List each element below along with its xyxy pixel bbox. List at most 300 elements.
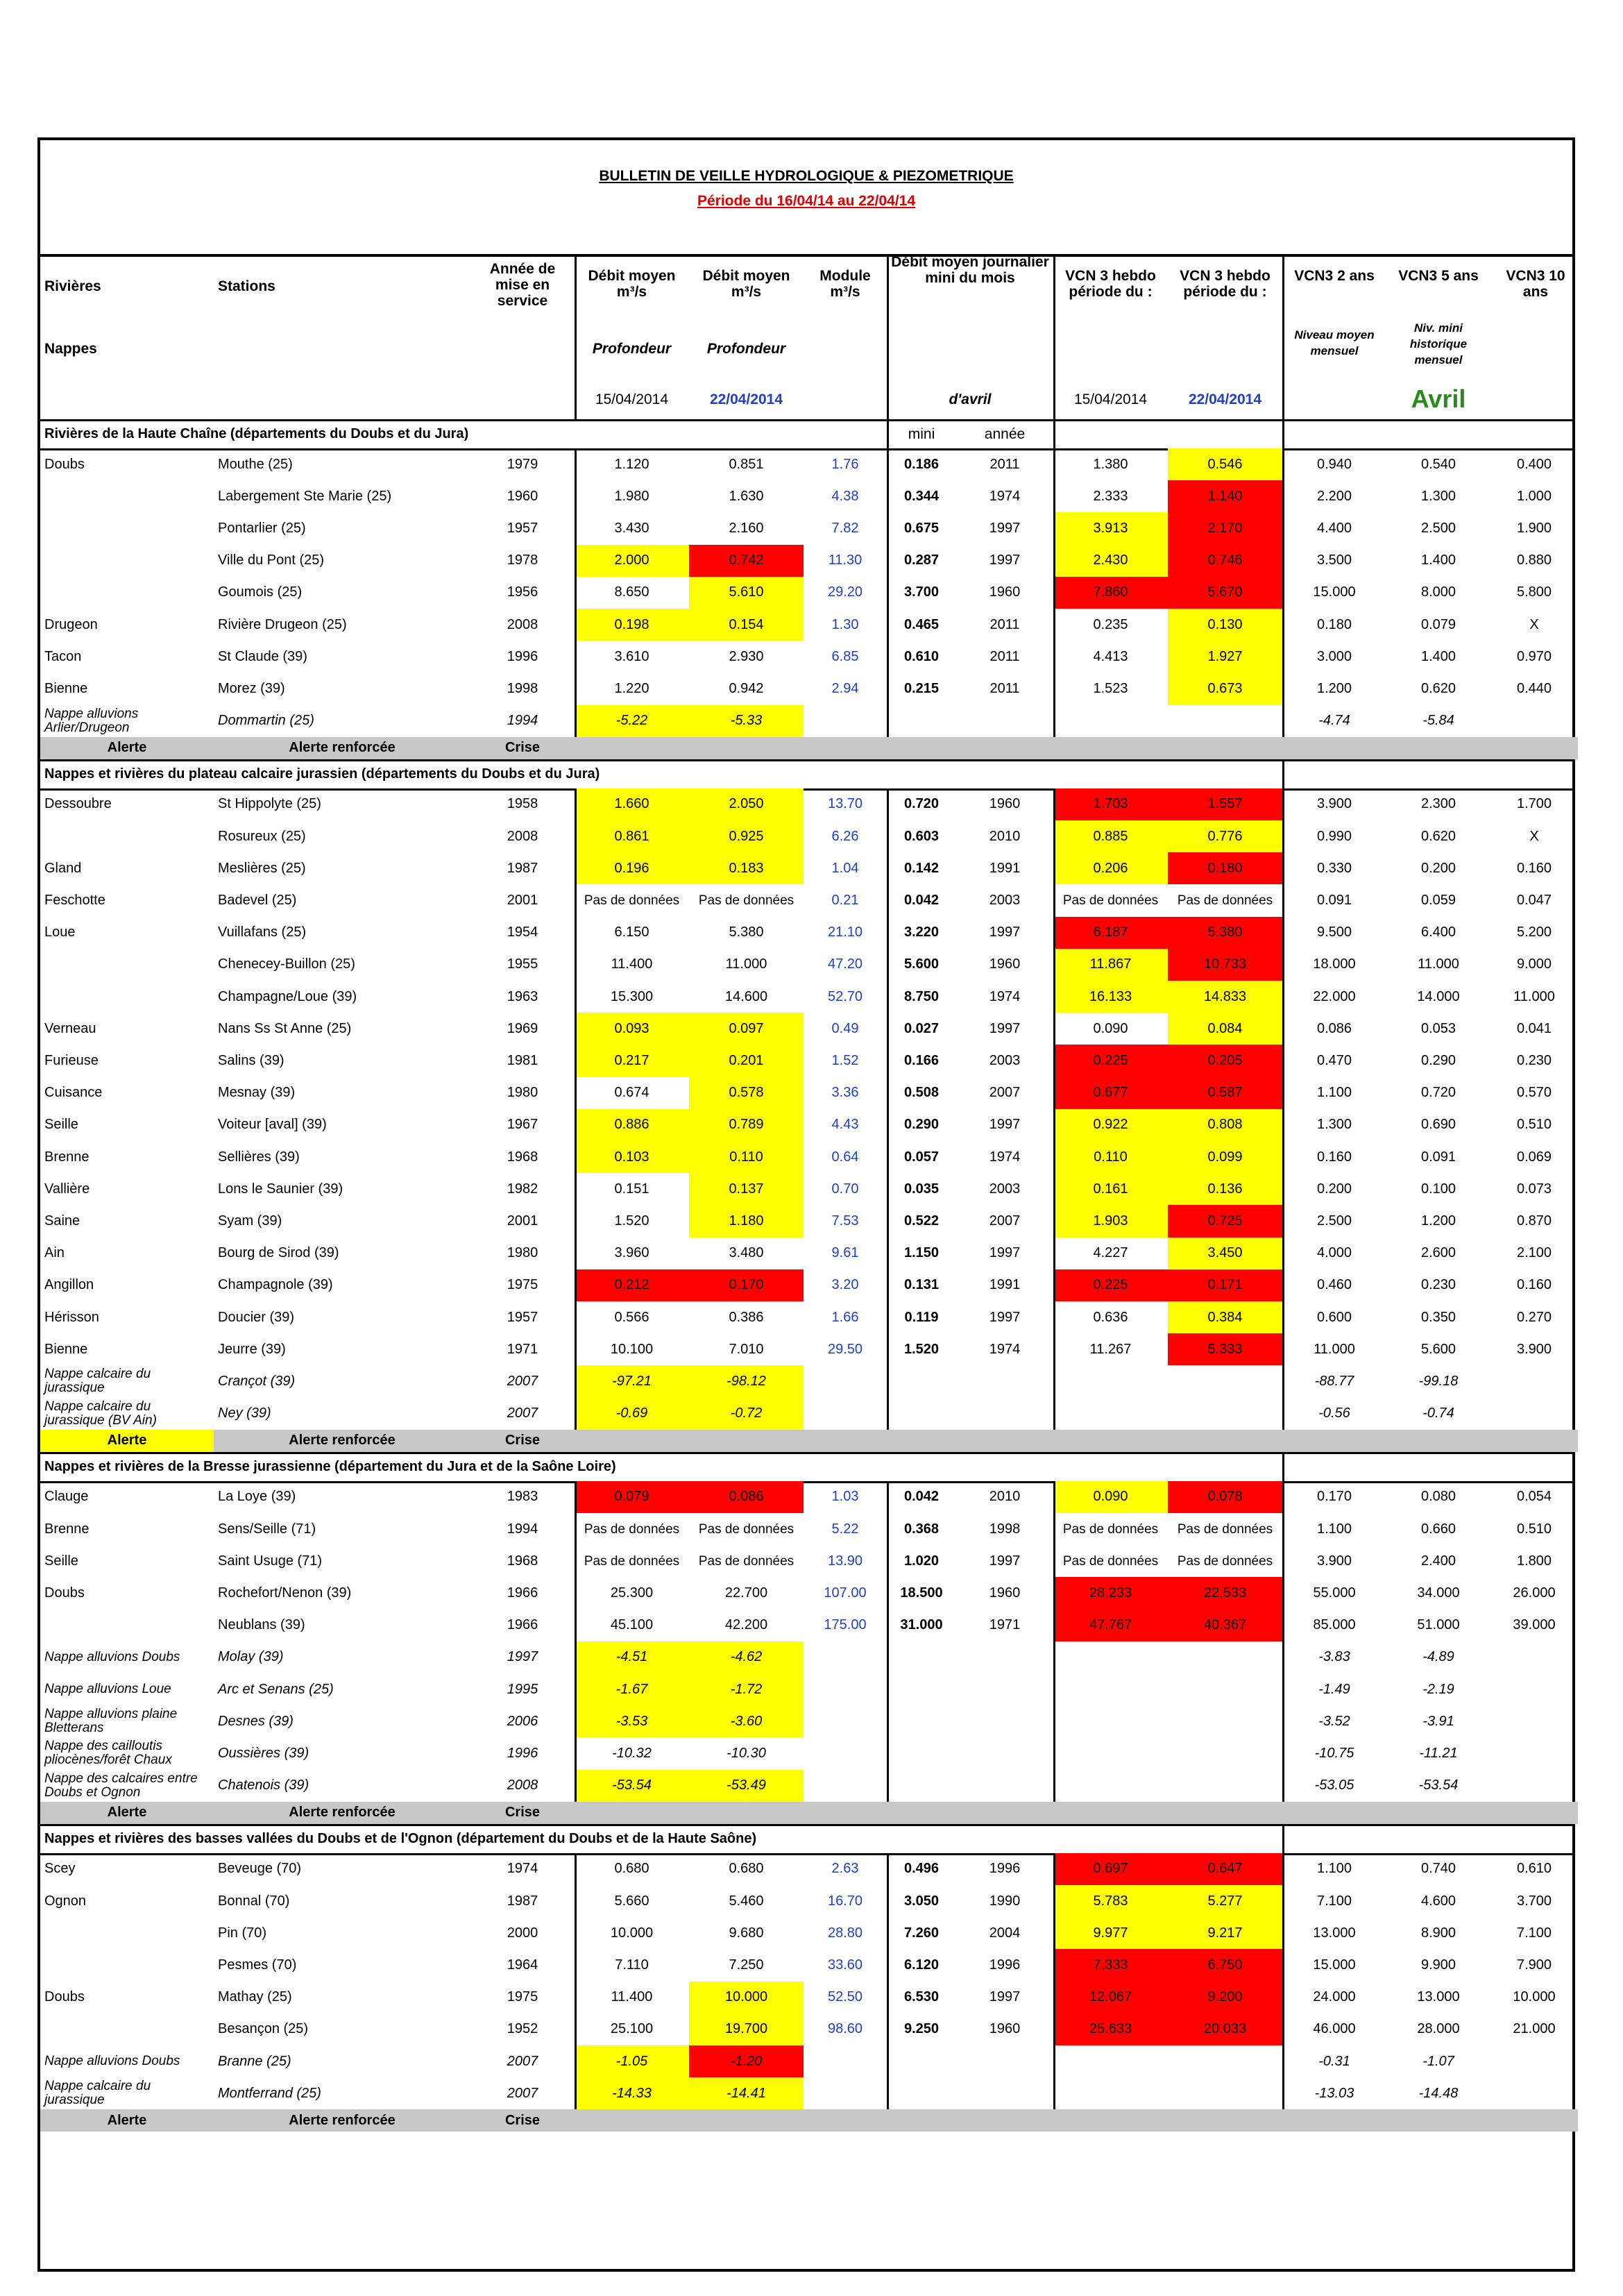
cell-r [40, 949, 214, 981]
cell-v5: 9.900 [1420, 1957, 1456, 1973]
cell-v3: 0.330 [1316, 860, 1352, 876]
cell-mini: 1.520 [903, 1341, 940, 1357]
section-mini-label: mini [908, 426, 935, 442]
cell-v3: 1.100 [1316, 1861, 1352, 1877]
header-vcn-b: VCN 3 hebdo période du : [1180, 268, 1271, 300]
cell-v2: 2.170 [1168, 512, 1282, 544]
cell-m: 0.64 [831, 1149, 859, 1165]
cell-r [40, 820, 214, 852]
cell-r: Doubs [44, 1585, 85, 1601]
cell-v2: 5.277 [1168, 1885, 1282, 1917]
cell-mini: 0.027 [903, 1020, 940, 1036]
cell-d2: 0.170 [689, 1269, 804, 1301]
cell-my: 2007 [989, 1085, 1021, 1101]
section-divider [1282, 759, 1284, 788]
cell-v2: 0.099 [1168, 1141, 1282, 1173]
section-divider [1282, 1824, 1284, 1853]
cell-mini: 3.700 [903, 584, 940, 600]
cell-v10: 0.570 [1516, 1085, 1552, 1101]
table-row [40, 1109, 1572, 1141]
cell-d2: 9.680 [729, 1925, 764, 1941]
cell-v2: 20.033 [1168, 2014, 1282, 2045]
cell-a: 2007 [507, 2085, 538, 2101]
cell-s: Vuillafans (25) [218, 925, 307, 940]
cell-my: 1997 [989, 520, 1021, 536]
cell-a: 1994 [507, 1521, 538, 1537]
cell-v5: 4.600 [1420, 1893, 1456, 1909]
cell-v1: 2.430 [1053, 545, 1168, 577]
table-row [40, 852, 1572, 884]
header-nappes: Nappes [44, 341, 97, 357]
header-niv-mini: Niv. mini historique mensuel [1409, 321, 1468, 366]
cell-my: 1960 [989, 584, 1021, 600]
cell-a: 2008 [507, 616, 538, 632]
table-row [40, 1641, 1572, 1673]
cell-v1: 2.333 [1093, 488, 1128, 504]
cell-d1: 1.120 [614, 456, 649, 472]
header-divider [575, 254, 577, 419]
cell-s: Pontarlier (25) [218, 520, 306, 536]
cell-v2: 1.140 [1168, 480, 1282, 512]
table-row [40, 673, 1572, 704]
title-block [40, 140, 1572, 257]
legend-alerte: Alerte [40, 1802, 214, 1824]
cell-v10: 0.160 [1516, 860, 1552, 876]
cell-v10: 0.400 [1516, 456, 1552, 472]
cell-my: 1996 [989, 1861, 1021, 1877]
cell-v5: -99.18 [1418, 1373, 1459, 1389]
table-row [40, 1077, 1572, 1109]
header-profondeur-2: Profondeur [706, 341, 786, 357]
cell-v10: 0.230 [1516, 1052, 1552, 1068]
cell-s: Mouthe (25) [218, 456, 293, 472]
cell-v5: 1.300 [1420, 488, 1456, 504]
section-header [40, 1824, 1572, 1853]
cell-m: 29.20 [827, 584, 863, 600]
cell-v3: -3.52 [1318, 1713, 1350, 1729]
cell-my: 1997 [989, 1245, 1021, 1261]
cell-v3: -1.49 [1318, 1681, 1350, 1697]
cell-s: Bonnal (70) [218, 1893, 290, 1909]
cell-v2: 14.833 [1168, 981, 1282, 1013]
legend-row [40, 737, 1572, 759]
cell-v2: 9.200 [1168, 1982, 1282, 2014]
cell-my: 1960 [989, 1585, 1021, 1601]
cell-v10: 0.510 [1516, 1521, 1552, 1537]
cell-mini: 8.750 [903, 988, 940, 1004]
header-stations: Stations [218, 278, 275, 294]
cell-d2: -0.72 [689, 1398, 804, 1430]
cell-v3: 15.000 [1313, 1957, 1356, 1973]
cell-r: Seille [44, 1553, 78, 1569]
cell-mini: 5.600 [903, 956, 940, 972]
cell-d2: Pas de données [698, 893, 794, 908]
bulletin-title: BULLETIN DE VEILLE HYDROLOGIQUE & PIEZOMETRIQUE [599, 168, 1014, 184]
cell-a: 2001 [507, 892, 538, 908]
column-divider [1282, 788, 1284, 1452]
cell-m: 29.50 [827, 1341, 863, 1357]
cell-a: 1966 [507, 1585, 538, 1601]
cell-mini: 0.215 [903, 680, 940, 696]
header-niveau-moyen: Niveau moyen mensuel [1294, 328, 1375, 357]
cell-d1: 15.300 [610, 988, 654, 1004]
cell-mini: 0.131 [903, 1277, 940, 1293]
cell-my: 1991 [989, 1277, 1021, 1293]
cell-v5: -3.91 [1422, 1713, 1454, 1729]
cell-r: Doubs [44, 1989, 85, 2005]
cell-mini: 0.610 [903, 648, 940, 664]
cell-my: 2011 [989, 456, 1020, 472]
cell-my: 1997 [989, 1117, 1021, 1133]
table-row [40, 2014, 1572, 2045]
section-divider [1282, 1452, 1284, 1481]
cell-s: Beveuge (70) [218, 1861, 302, 1877]
cell-v10: 0.880 [1516, 552, 1552, 568]
cell-v10: 0.047 [1516, 892, 1552, 908]
cell-r [40, 512, 214, 544]
cell-s: Branne (25) [218, 2053, 291, 2069]
cell-v10: 0.510 [1516, 1117, 1552, 1133]
cell-d1: 10.000 [610, 1925, 654, 1941]
cell-a: 2008 [507, 1778, 538, 1793]
cell-mini: 0.057 [903, 1149, 940, 1165]
cell-r: Loue [44, 925, 76, 940]
cell-r: Nappe des cailloutis pliocènes/forêt Chaux [44, 1739, 172, 1768]
cell-d2: 0.137 [689, 1173, 804, 1205]
cell-r [40, 1610, 214, 1641]
cell-my: 1997 [989, 1020, 1021, 1036]
table-row [40, 577, 1572, 609]
cell-s: Chatenois (39) [218, 1778, 309, 1793]
cell-a: 1980 [507, 1085, 538, 1101]
column-divider [1053, 448, 1055, 759]
cell-s: Molay (39) [218, 1649, 284, 1665]
legend-alerte-renforcee: Alerte renforcée [214, 1802, 470, 1824]
table-row [40, 1982, 1572, 2014]
cell-s: Crançot (39) [218, 1373, 296, 1389]
cell-mini: 1.150 [903, 1245, 940, 1261]
header-divider [1053, 254, 1055, 419]
table-row [40, 705, 1572, 737]
cell-a: 1968 [507, 1149, 538, 1165]
cell-d1: 8.650 [614, 584, 649, 600]
header-date-1: 15/04/2014 [595, 391, 669, 407]
cell-r: Ain [44, 1245, 65, 1261]
cell-v10: 0.610 [1516, 1861, 1552, 1877]
cell-v2: 0.084 [1168, 1013, 1282, 1045]
cell-r: Bienne [44, 1341, 88, 1357]
cell-v10: 0.041 [1516, 1020, 1552, 1036]
cell-a: 1995 [507, 1681, 538, 1697]
table-row [40, 917, 1572, 949]
cell-v1: 28.233 [1053, 1577, 1168, 1609]
cell-s: La Loye (39) [218, 1489, 296, 1505]
cell-v5: 11.000 [1418, 956, 1459, 972]
cell-s: Jeurre (39) [218, 1341, 286, 1357]
cell-r: Bienne [44, 680, 88, 696]
cell-d2: 1.630 [729, 488, 764, 504]
header-annee: Année de mise en service [489, 261, 556, 309]
cell-mini: 0.042 [903, 1489, 940, 1505]
cell-s: Goumois (25) [218, 584, 303, 600]
cell-a: 1994 [507, 713, 538, 729]
cell-v10: 0.160 [1516, 1277, 1552, 1293]
legend-crise: Crise [470, 2109, 575, 2132]
cell-m: 11.30 [828, 552, 863, 568]
cell-my: 1996 [989, 1957, 1021, 1973]
cell-v10: 3.700 [1516, 1893, 1552, 1909]
cell-d2: 19.700 [689, 2014, 804, 2045]
table-row [40, 2077, 1572, 2109]
cell-mini: 0.496 [903, 1861, 940, 1877]
cell-my: 2003 [989, 1181, 1021, 1197]
cell-d1: 10.100 [610, 1341, 654, 1357]
cell-r [40, 577, 214, 609]
cell-mini: 0.465 [903, 616, 940, 632]
cell-m: 16.70 [827, 1893, 863, 1909]
cell-d2: 0.680 [729, 1861, 764, 1877]
cell-d1: -1.05 [575, 2045, 689, 2077]
column-divider [575, 1853, 577, 2132]
cell-v1: 1.380 [1093, 456, 1128, 472]
cell-v1: 0.161 [1053, 1173, 1168, 1205]
cell-v10: 0.870 [1516, 1213, 1552, 1229]
cell-v1: 0.225 [1053, 1045, 1168, 1077]
legend-alerte: Alerte [40, 2109, 214, 2132]
header-debit-2: Débit moyen m³/s [702, 268, 790, 300]
cell-mini: 0.186 [903, 456, 940, 472]
legend-grey-band [575, 737, 1578, 759]
cell-v1: Pas de données [1062, 1521, 1159, 1537]
table-row [40, 1205, 1572, 1237]
cell-v2: 0.136 [1168, 1173, 1282, 1205]
cell-v3: 24.000 [1313, 1989, 1356, 2005]
cell-m: 0.49 [831, 1020, 859, 1036]
cell-d2: 0.742 [689, 545, 804, 577]
cell-a: 1957 [507, 1309, 538, 1325]
legend-grey-band [575, 2109, 1578, 2132]
column-divider [887, 448, 889, 759]
table-row [40, 820, 1572, 852]
cell-v3: 22.000 [1313, 988, 1356, 1004]
cell-my: 2010 [989, 828, 1021, 844]
legend-grey-band [575, 1430, 1578, 1452]
cell-v2: 0.647 [1168, 1853, 1282, 1885]
cell-v1: 7.860 [1053, 577, 1168, 609]
cell-r: Nappe alluvions Arlier/Drugeon [44, 706, 139, 735]
header-rivieres: Rivières [44, 278, 101, 294]
cell-v3: 3.900 [1316, 796, 1352, 812]
header-profondeur-1: Profondeur [592, 341, 672, 357]
section-annee-label: année [984, 426, 1026, 442]
cell-v5: -53.54 [1418, 1778, 1459, 1793]
cell-s: Champagnole (39) [218, 1277, 333, 1293]
cell-v10: 2.100 [1516, 1245, 1552, 1261]
cell-v3: 85.000 [1313, 1617, 1356, 1633]
table-row [40, 2045, 1572, 2077]
cell-my: 1971 [989, 1617, 1021, 1633]
cell-mini: 6.530 [903, 1989, 940, 2005]
cell-v2: Pas de données [1177, 1553, 1273, 1569]
cell-s: Montferrand (25) [218, 2085, 321, 2101]
cell-r: Nappe des calcaires entre Doubs et Ognon [44, 1771, 198, 1800]
cell-s: Syam (39) [218, 1213, 282, 1229]
cell-r: Gland [44, 860, 82, 876]
cell-s: Saint Usuge (71) [218, 1553, 323, 1569]
cell-v10: 5.800 [1516, 584, 1552, 600]
cell-a: 1966 [507, 1617, 538, 1633]
cell-v1: 0.697 [1053, 1853, 1168, 1885]
cell-r: Clauge [44, 1489, 89, 1505]
header-vcn3-2: VCN3 2 ans [1294, 268, 1375, 284]
cell-d1: 0.212 [575, 1269, 689, 1301]
cell-v2: Pas de données [1177, 1521, 1273, 1537]
cell-a: 2000 [507, 1925, 538, 1941]
cell-m: 175.00 [824, 1617, 867, 1633]
cell-d1: 0.196 [575, 852, 689, 884]
cell-my: 2003 [989, 1052, 1021, 1068]
cell-v3: 3.000 [1316, 648, 1352, 664]
cell-m: 52.70 [827, 988, 863, 1004]
cell-m: 107.00 [824, 1585, 867, 1601]
cell-v3: 0.170 [1316, 1489, 1352, 1505]
cell-v3: -10.75 [1314, 1745, 1354, 1761]
header-date-4: 22/04/2014 [1188, 391, 1262, 407]
cell-v3: -0.31 [1318, 2053, 1350, 2069]
cell-m: 47.20 [827, 956, 863, 972]
cell-s: Arc et Senans (25) [218, 1681, 334, 1697]
cell-d1: 0.079 [575, 1481, 689, 1513]
cell-d2: 5.380 [729, 925, 764, 940]
cell-v3: 15.000 [1313, 584, 1356, 600]
cell-v5: 0.053 [1420, 1020, 1456, 1036]
cell-d2: 14.600 [724, 988, 768, 1004]
cell-m: 98.60 [827, 2021, 863, 2037]
cell-mini: 0.603 [903, 828, 940, 844]
cell-d1: 0.566 [614, 1309, 649, 1325]
cell-d2: 2.160 [729, 520, 764, 536]
cell-r: Feschotte [44, 892, 105, 908]
column-divider [1053, 788, 1055, 1452]
legend-row [40, 1430, 1572, 1452]
cell-d1: -1.67 [575, 1673, 689, 1705]
cell-my: 2003 [989, 892, 1021, 908]
cell-v3: 0.200 [1316, 1181, 1352, 1197]
table-row [40, 1269, 1572, 1301]
legend-alerte-renforcee: Alerte renforcée [214, 1430, 470, 1452]
cell-v5: 0.740 [1420, 1861, 1456, 1877]
header-vcn3-5: VCN3 5 ans [1398, 268, 1479, 284]
cell-v10: 1.000 [1516, 488, 1552, 504]
cell-v3: 18.000 [1313, 956, 1356, 972]
cell-d1: 0.151 [614, 1181, 649, 1197]
cell-v3: -13.03 [1314, 2085, 1354, 2101]
cell-v10: X [1529, 828, 1539, 844]
table-row [40, 1610, 1572, 1641]
cell-v3: 0.180 [1316, 616, 1352, 632]
legend-grey-band [575, 1802, 1578, 1824]
cell-d1: 5.660 [614, 1893, 649, 1909]
table-row [40, 981, 1572, 1013]
cell-v1: 1.903 [1053, 1205, 1168, 1237]
cell-m: 4.38 [831, 488, 859, 504]
cell-v1: 0.206 [1053, 852, 1168, 884]
column-divider [887, 1481, 889, 1824]
cell-v1: 16.133 [1053, 981, 1168, 1013]
cell-v5: -14.48 [1418, 2085, 1459, 2101]
table-row [40, 1045, 1572, 1077]
cell-mini: 0.344 [903, 488, 940, 504]
table-row [40, 1013, 1572, 1045]
cell-my: 1974 [989, 488, 1021, 504]
header-date-2: 22/04/2014 [709, 391, 783, 407]
cell-v5: 0.200 [1420, 860, 1456, 876]
cell-d2: 0.201 [689, 1045, 804, 1077]
cell-d2: 0.110 [689, 1141, 804, 1173]
legend-alerte-renforcee: Alerte renforcée [214, 737, 470, 759]
cell-d2: -98.12 [689, 1365, 804, 1397]
cell-v5: 2.500 [1420, 520, 1456, 536]
cell-v5: -5.84 [1422, 713, 1454, 729]
cell-a: 1960 [507, 488, 538, 504]
cell-v5: 5.600 [1420, 1341, 1456, 1357]
cell-my: 1997 [989, 552, 1021, 568]
cell-v10: 1.900 [1516, 520, 1552, 536]
legend-crise: Crise [470, 737, 575, 759]
cell-v2: 6.750 [1168, 1949, 1282, 1981]
cell-mini: 1.020 [903, 1553, 940, 1569]
cell-v1: 1.703 [1053, 788, 1168, 820]
cell-v2: 22.533 [1168, 1577, 1282, 1609]
cell-r: Nappe calcaire du jurassique (BV Ain) [44, 1399, 157, 1428]
bulletin-period: Période du 16/04/14 au 22/04/14 [697, 193, 915, 209]
cell-a: 1997 [507, 1649, 538, 1665]
cell-v1: 0.110 [1053, 1141, 1168, 1173]
table-row [40, 1770, 1572, 1802]
cell-s: Besançon (25) [218, 2021, 309, 2037]
cell-v10: 0.069 [1516, 1149, 1552, 1165]
cell-v5: -1.07 [1422, 2053, 1454, 2069]
cell-d2: 1.180 [689, 1205, 804, 1237]
cell-v10: 11.000 [1513, 988, 1555, 1004]
cell-v5: 8.900 [1420, 1925, 1456, 1941]
cell-a: 1967 [507, 1117, 538, 1133]
cell-d2: 0.386 [729, 1309, 764, 1325]
cell-v10: 7.900 [1516, 1957, 1552, 1973]
cell-s: Rivière Drugeon (25) [218, 616, 347, 632]
cell-s: Badevel (25) [218, 892, 297, 908]
cell-r: Ognon [44, 1893, 87, 1909]
cell-m: 3.20 [831, 1277, 859, 1293]
cell-my: 1997 [989, 1553, 1021, 1569]
cell-r: Verneau [44, 1020, 96, 1036]
cell-my: 1974 [989, 1149, 1021, 1165]
column-divider [887, 788, 889, 1452]
cell-v1: 0.636 [1093, 1309, 1128, 1325]
cell-v3: 55.000 [1313, 1585, 1356, 1601]
cell-v3: 9.500 [1316, 925, 1352, 940]
header-vcn-a: VCN 3 hebdo période du : [1065, 268, 1156, 300]
legend-alerte: Alerte [40, 737, 214, 759]
section-divider [1053, 419, 1055, 448]
column-divider [1282, 1481, 1284, 1824]
cell-d2: 42.200 [724, 1617, 768, 1633]
cell-v2: 0.546 [1168, 448, 1282, 480]
cell-d2: 0.086 [689, 1481, 804, 1513]
cell-v5: 51.000 [1417, 1617, 1460, 1633]
cell-d2: -3.60 [689, 1705, 804, 1737]
header-date-3: 15/04/2014 [1073, 391, 1148, 407]
